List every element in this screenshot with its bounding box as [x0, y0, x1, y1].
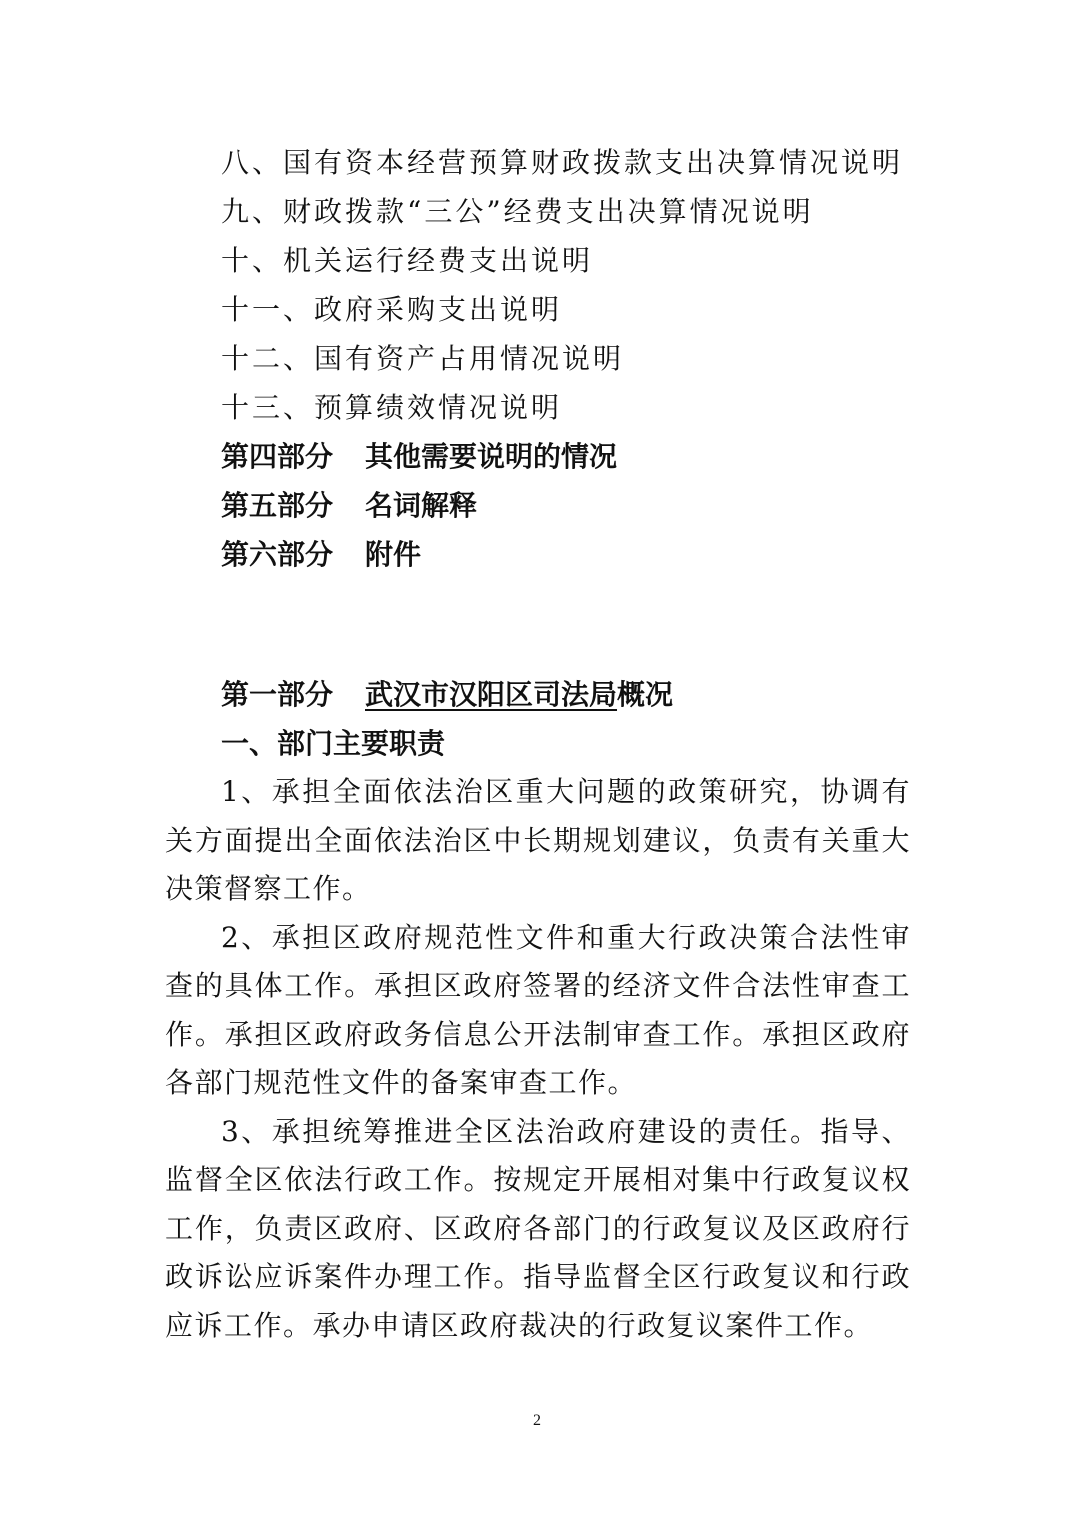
toc-part-title: 附件 — [365, 538, 422, 571]
toc-item: 十、机关运行经费支出说明 — [221, 244, 594, 277]
duty-paragraph: 1、承担全面依法治区重大问题的政策研究，协调有关方面提出全面依法治区中长期规划建议，负责有关重大决策督察工作。 — [165, 775, 911, 905]
part-one-section — [165, 670, 911, 1350]
section-heading — [165, 670, 911, 719]
section-part-label: 第一部分 — [221, 678, 334, 711]
toc-part-label: 第五部分 — [221, 489, 334, 522]
section-part-title-suffix: 概况 — [617, 678, 674, 711]
toc-part-four — [221, 432, 981, 481]
page-number: 2 — [533, 1412, 541, 1429]
toc-part-title: 其他需要说明的情况 — [365, 440, 618, 473]
duty-paragraph: 3、承担统筹推进全区法治政府建设的责任。指导、监督全区依法行政工作。按规定开展相对集中行政复议权工作，负责区政府、区政府各部门的行政复议及区政府行政诉讼应诉案件办理工作。指导监督全区行政复议和行政应诉工作。承办申请区政府裁决的行政复议案件工作。 — [165, 1114, 911, 1342]
toc-part-title: 名词解释 — [365, 489, 478, 522]
section-part-title: 武汉市汉阳区司法局 — [365, 678, 618, 711]
duty-paragraph: 2、承担区政府规范性文件和重大行政决策合法性审查的具体工作。承担区政府签署的经济文件合法性审查工作。承担区政府政务信息公开法制审查工作。承担区政府各部门规范性文件的备案审查工作。 — [165, 920, 911, 1099]
toc-part-label: 第六部分 — [221, 538, 334, 571]
section-subheading: 一、部门主要职责 — [221, 727, 446, 760]
toc-item: 十三、预算绩效情况说明 — [221, 391, 563, 424]
toc-item: 八、国有资本经营预算财政拨款支出决算情况说明 — [221, 146, 904, 179]
toc-item: 十二、国有资产占用情况说明 — [221, 342, 625, 375]
toc-part-six — [221, 530, 981, 579]
toc-item: 九、财政拨款“三公”经费支出决算情况说明 — [221, 195, 814, 228]
toc-item: 十一、政府采购支出说明 — [221, 293, 563, 326]
table-of-contents — [221, 138, 981, 579]
toc-part-label: 第四部分 — [221, 440, 334, 473]
toc-part-five — [221, 481, 981, 530]
